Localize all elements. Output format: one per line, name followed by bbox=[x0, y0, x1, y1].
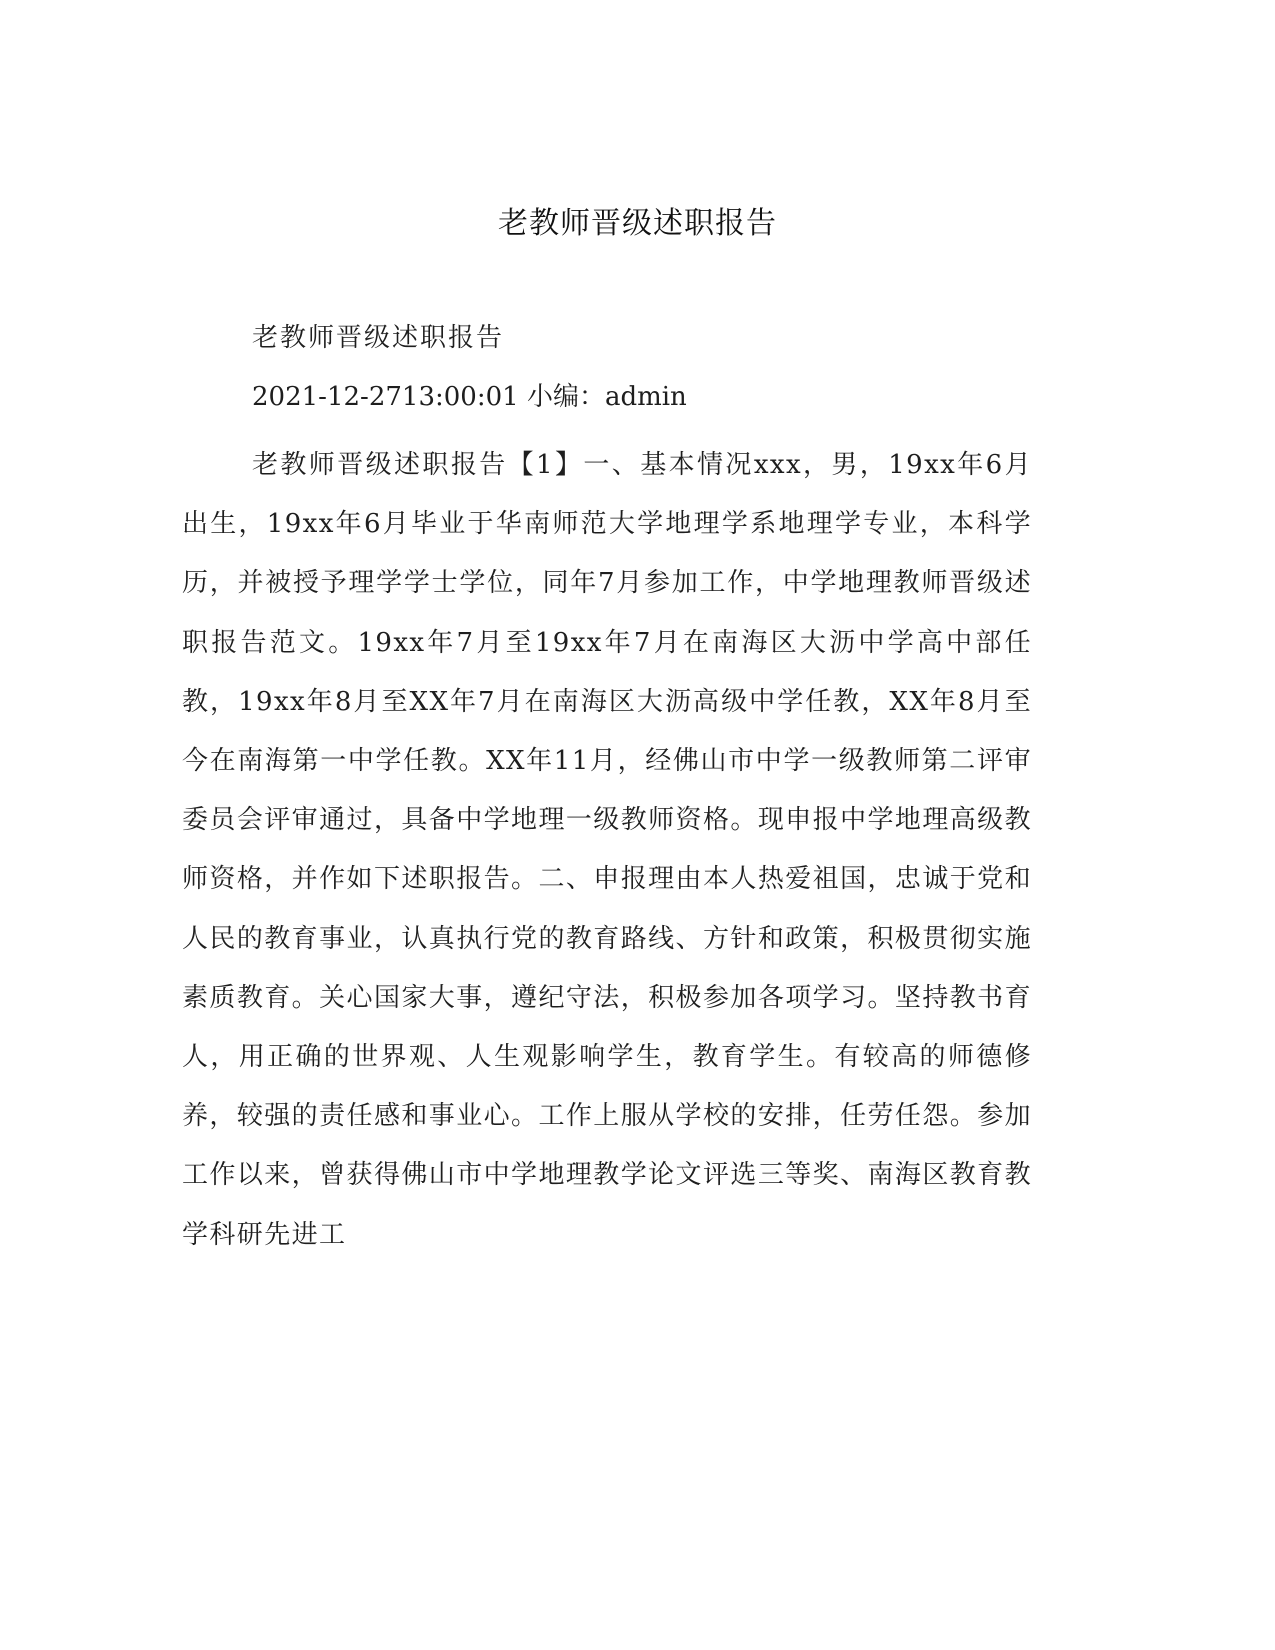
document-title: 老教师晋级述职报告 bbox=[498, 206, 777, 241]
article-body: 老教师晋级述职报告【1】一、基本情况xxx，男，19xx年6月出生，19xx年6月毕业于华南师范大学地理学系地理学专业，本科学历，并被授予理学学士学位，同年7月参加工作，中学地理教师晋级述职报告范文。19xx年7月至19xx年7月在南海区大沥中学高中部任教，19xx年8月至XX年7月在南海区大沥高级中学任教，XX年8月至今在南海第一中学任教。XX年11月，经佛山市中学一级教师第二评审委员会评审通过，具备中学地理一级教师资格。现申报中学地理高级教师资格，并作如下述职报告。二、申报理由本人热爱祖国，忠诚于党和人民的教育事业，认真执行党的教育路线、方针和政策，积极贯彻实施素质教育。关心国家大事，遵纪守法，积极参加各项学习。坚持教书育人，用正确的世界观、人生观影响学生，教育学生。有较高的师德修养，较强的责任感和事业心。工作上服从学校的安排，任劳任怨。参加工作以来，曾获得佛山市中学地理教学论文评选三等奖、南海区教育教学科研先进工 bbox=[182, 450, 1032, 1250]
article-heading: 老教师晋级述职报告 bbox=[252, 323, 505, 353]
article-meta: 2021-12-2713:00:01 小编：admin bbox=[252, 382, 687, 412]
